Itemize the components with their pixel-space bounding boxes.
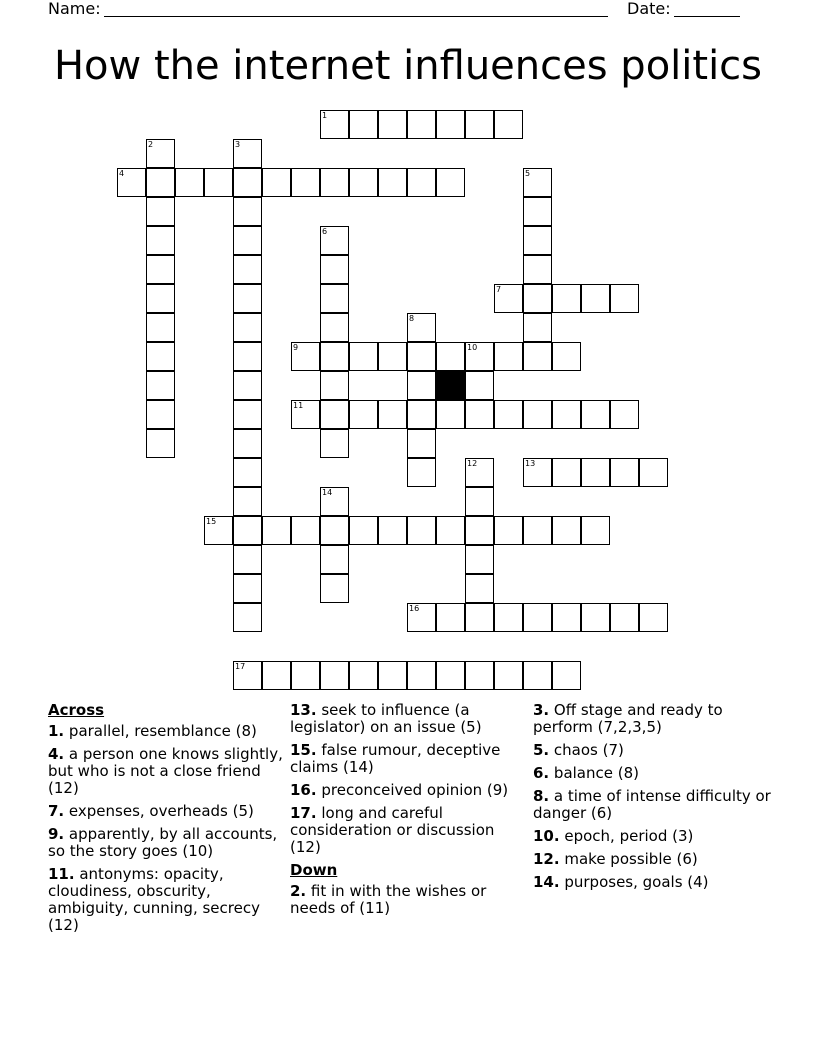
grid-cell[interactable]	[349, 516, 378, 545]
grid-cell[interactable]	[378, 516, 407, 545]
clue-down-12: 12. make possible (6)	[533, 850, 698, 868]
grid-cell[interactable]	[378, 661, 407, 690]
grid-cell[interactable]	[349, 110, 378, 139]
grid-cell[interactable]	[233, 197, 262, 226]
grid-cell[interactable]	[465, 574, 494, 603]
grid-cell[interactable]	[378, 110, 407, 139]
grid-cell[interactable]	[523, 603, 552, 632]
clue-number: 11	[293, 401, 304, 410]
grid-cell[interactable]	[146, 168, 175, 197]
grid-cell[interactable]	[523, 400, 552, 429]
grid-cell[interactable]	[204, 168, 233, 197]
grid-cell[interactable]	[233, 545, 262, 574]
grid-cell[interactable]	[523, 226, 552, 255]
clue-across-17: 17. long and careful consideration or discussion (12)	[290, 804, 495, 856]
grid-cell[interactable]	[378, 400, 407, 429]
grid-cell[interactable]	[146, 400, 175, 429]
grid-cell[interactable]	[233, 603, 262, 632]
grid-cell[interactable]	[320, 545, 349, 574]
grid-cell[interactable]	[523, 313, 552, 342]
grid-cell[interactable]	[610, 458, 639, 487]
grid-cell[interactable]	[407, 313, 436, 342]
grid-cell[interactable]	[465, 110, 494, 139]
grid-cell[interactable]	[465, 487, 494, 516]
grid-cell[interactable]	[581, 284, 610, 313]
grid-cell[interactable]	[349, 400, 378, 429]
grid-cell[interactable]	[465, 603, 494, 632]
grid-cell[interactable]	[233, 284, 262, 313]
name-label: Name:	[48, 0, 101, 18]
grid-cell[interactable]	[320, 371, 349, 400]
grid-cell[interactable]	[523, 168, 552, 197]
grid-cell[interactable]	[407, 516, 436, 545]
grid-cell[interactable]	[465, 400, 494, 429]
grid-cell[interactable]	[552, 458, 581, 487]
grid-cell[interactable]	[436, 168, 465, 197]
clue-across-16: 16. preconceived opinion (9)	[290, 781, 509, 799]
clue-number: 17	[235, 662, 246, 671]
grid-cell[interactable]	[436, 342, 465, 371]
grid-cell[interactable]	[436, 110, 465, 139]
grid-cell[interactable]	[320, 255, 349, 284]
grid-cell[interactable]	[465, 458, 494, 487]
clue-down-10: 10. epoch, period (3)	[533, 827, 694, 845]
date-label: Date:	[627, 0, 671, 18]
clue-number: 8	[409, 314, 415, 323]
clue-number: 12	[467, 459, 478, 468]
clue-across-9: 9. apparently, by all accounts, so the story goes (10)	[48, 825, 278, 860]
clue-number: 5	[525, 169, 531, 178]
grid-cell[interactable]	[262, 661, 291, 690]
grid-cell[interactable]	[465, 516, 494, 545]
grid-cell[interactable]	[523, 284, 552, 313]
grid-cell[interactable]	[407, 342, 436, 371]
grid-cell[interactable]	[146, 226, 175, 255]
grid-cell[interactable]	[233, 516, 262, 545]
clue-number: 13	[525, 459, 536, 468]
clue-across-7: 7. expenses, overheads (5)	[48, 802, 254, 820]
grid-cell[interactable]	[291, 342, 320, 371]
grid-cell[interactable]	[407, 429, 436, 458]
grid-cell[interactable]	[465, 371, 494, 400]
grid-cell[interactable]	[610, 284, 639, 313]
grid-cell[interactable]	[233, 371, 262, 400]
clue-across-1: 1. parallel, resemblance (8)	[48, 722, 257, 740]
grid-cell[interactable]	[320, 429, 349, 458]
clues-column-3	[533, 702, 771, 897]
clue-number: 15	[206, 517, 217, 526]
grid-cell[interactable]	[494, 342, 523, 371]
grid-cell[interactable]	[581, 458, 610, 487]
grid-cell[interactable]	[581, 516, 610, 545]
grid-cell[interactable]	[146, 371, 175, 400]
grid-cell[interactable]	[146, 139, 175, 168]
grid-cell[interactable]	[320, 168, 349, 197]
grid-cell[interactable]	[291, 168, 320, 197]
clue-number: 2	[148, 140, 154, 149]
grid-cell[interactable]	[581, 400, 610, 429]
grid-cell[interactable]	[233, 400, 262, 429]
grid-cell[interactable]	[407, 400, 436, 429]
grid-cell[interactable]	[407, 603, 436, 632]
clue-number: 7	[496, 285, 502, 294]
grid-cell[interactable]	[581, 603, 610, 632]
grid-cell[interactable]	[465, 545, 494, 574]
grid-cell[interactable]	[378, 168, 407, 197]
grid-cell[interactable]	[233, 342, 262, 371]
grid-cell[interactable]	[523, 661, 552, 690]
grid-cell[interactable]	[320, 342, 349, 371]
grid-cell[interactable]	[175, 168, 204, 197]
clue-down-5: 5. chaos (7)	[533, 741, 624, 759]
clues-column-2	[290, 702, 528, 923]
grid-cell[interactable]	[552, 342, 581, 371]
grid-cell[interactable]	[552, 661, 581, 690]
grid-cell[interactable]	[146, 429, 175, 458]
grid-cell[interactable]	[494, 400, 523, 429]
grid-cell[interactable]	[639, 603, 668, 632]
grid-cell[interactable]	[204, 516, 233, 545]
grid-cell[interactable]	[349, 342, 378, 371]
grid-cell[interactable]	[407, 110, 436, 139]
grid-cell[interactable]	[494, 284, 523, 313]
clue-across-11: 11. antonyms: opacity, cloudiness, obscurity, ambiguity, cunning, secrecy (12)	[48, 865, 260, 934]
clue-number: 14	[322, 488, 333, 497]
grid-cell[interactable]	[233, 168, 262, 197]
page-title: How the internet influences politics	[53, 43, 763, 89]
down-heading: Down	[290, 861, 338, 879]
grid-cell[interactable]	[523, 458, 552, 487]
black-cell	[436, 371, 465, 400]
grid-cell[interactable]	[552, 603, 581, 632]
grid-cell[interactable]	[146, 255, 175, 284]
grid-cell[interactable]	[320, 661, 349, 690]
grid-cell[interactable]	[320, 226, 349, 255]
grid-cell[interactable]	[436, 661, 465, 690]
clue-down-2: 2. fit in with the wishes or needs of (11)	[290, 882, 487, 917]
clue-number: 4	[119, 169, 125, 178]
clue-down-6: 6. balance (8)	[533, 764, 639, 782]
grid-cell[interactable]	[494, 661, 523, 690]
grid-cell[interactable]	[291, 516, 320, 545]
grid-cell[interactable]	[407, 661, 436, 690]
clue-across-15: 15. false rumour, deceptive claims (14)	[290, 741, 501, 776]
clue-across-4: 4. a person one knows slightly, but who is not a close friend (12)	[48, 745, 283, 797]
grid-cell[interactable]	[262, 516, 291, 545]
grid-cell[interactable]	[349, 661, 378, 690]
grid-cell[interactable]	[146, 197, 175, 226]
grid-cell[interactable]	[523, 255, 552, 284]
grid-cell[interactable]	[465, 342, 494, 371]
grid-cell[interactable]	[465, 661, 494, 690]
grid-cell[interactable]	[291, 661, 320, 690]
grid-cell[interactable]	[552, 516, 581, 545]
grid-cell[interactable]	[494, 110, 523, 139]
across-heading: Across	[48, 701, 105, 719]
clue-down-8: 8. a time of intense difficulty or danger (6)	[533, 787, 771, 822]
grid-cell[interactable]	[610, 603, 639, 632]
grid-cell[interactable]	[523, 516, 552, 545]
grid-cell[interactable]	[146, 284, 175, 313]
grid-cell[interactable]	[233, 458, 262, 487]
clue-number: 9	[293, 343, 299, 352]
clue-number: 3	[235, 140, 241, 149]
clues-column-1	[48, 702, 286, 940]
grid-cell[interactable]	[320, 400, 349, 429]
grid-cell[interactable]	[320, 516, 349, 545]
grid-cell[interactable]	[378, 342, 407, 371]
grid-cell[interactable]	[233, 429, 262, 458]
grid-cell[interactable]	[146, 342, 175, 371]
grid-cell[interactable]	[523, 342, 552, 371]
grid-cell[interactable]	[407, 168, 436, 197]
grid-cell[interactable]	[552, 400, 581, 429]
grid-cell[interactable]	[233, 661, 262, 690]
grid-cell[interactable]	[552, 284, 581, 313]
grid-cell[interactable]	[233, 139, 262, 168]
grid-cell[interactable]	[320, 284, 349, 313]
grid-cell[interactable]	[436, 400, 465, 429]
grid-cell[interactable]	[610, 400, 639, 429]
clue-number: 16	[409, 604, 420, 613]
grid-cell[interactable]	[639, 458, 668, 487]
clue-down-3: 3. Off stage and ready to perform (7,2,3,5)	[533, 701, 723, 736]
grid-cell[interactable]	[436, 603, 465, 632]
grid-cell[interactable]	[233, 226, 262, 255]
grid-cell[interactable]	[146, 313, 175, 342]
grid-cell[interactable]	[262, 168, 291, 197]
grid-cell[interactable]	[320, 574, 349, 603]
grid-cell[interactable]	[407, 458, 436, 487]
grid-cell[interactable]	[233, 255, 262, 284]
grid-cell[interactable]	[436, 516, 465, 545]
grid-cell[interactable]	[233, 574, 262, 603]
grid-cell[interactable]	[233, 313, 262, 342]
grid-cell[interactable]	[291, 400, 320, 429]
grid-cell[interactable]	[320, 110, 349, 139]
clue-down-14: 14. purposes, goals (4)	[533, 873, 709, 891]
grid-cell[interactable]	[117, 168, 146, 197]
clue-number: 1	[322, 111, 328, 120]
clue-across-13: 13. seek to influence (a legislator) on an issue (5)	[290, 701, 482, 736]
grid-cell[interactable]	[320, 487, 349, 516]
grid-cell[interactable]	[349, 168, 378, 197]
grid-cell[interactable]	[523, 197, 552, 226]
grid-cell[interactable]	[407, 371, 436, 400]
grid-cell[interactable]	[233, 487, 262, 516]
grid-cell[interactable]	[494, 603, 523, 632]
clue-number: 6	[322, 227, 328, 236]
clue-number: 10	[467, 343, 478, 352]
grid-cell[interactable]	[320, 313, 349, 342]
grid-cell[interactable]	[494, 516, 523, 545]
